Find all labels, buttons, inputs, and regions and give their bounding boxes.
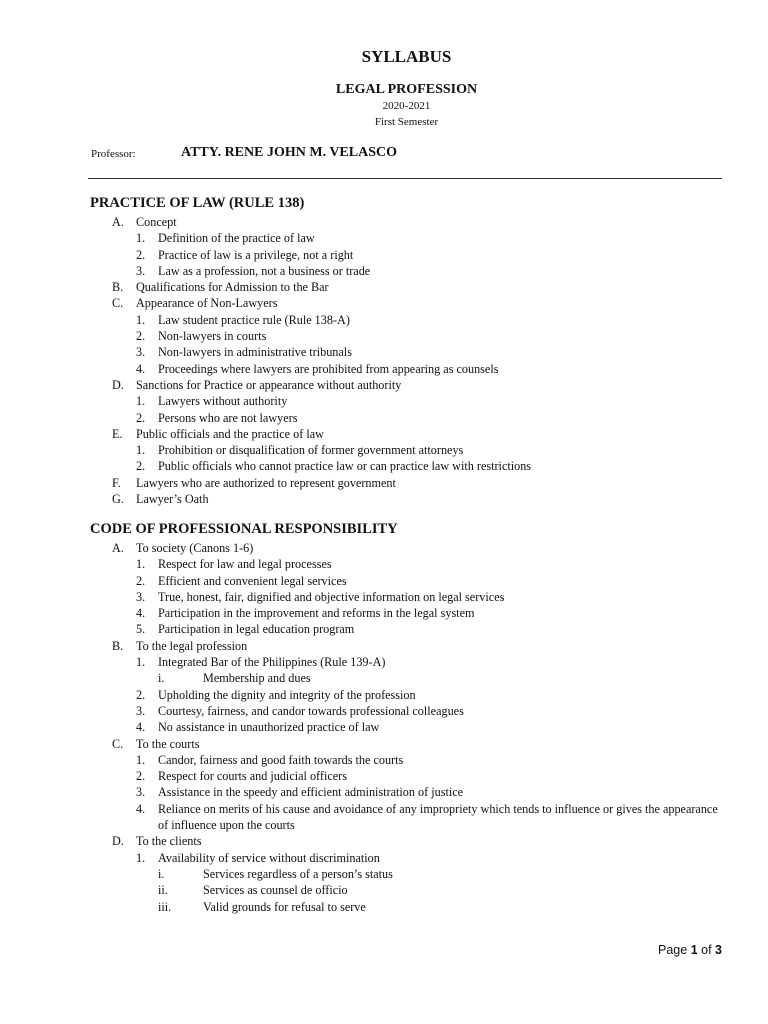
- outline-item-text: Proceedings where lawyers are prohibited from appearing as counsels: [158, 361, 499, 376]
- outline-item: [0, 491, 768, 507]
- outline-item: [0, 458, 768, 474]
- outline-item: [0, 736, 768, 752]
- academic-year: 2020-2021: [382, 100, 431, 112]
- outline-item-number: 2.: [136, 410, 146, 425]
- outline-item: [0, 214, 768, 230]
- outline-item: [0, 328, 768, 344]
- outline-item-text: Assistance in the speedy and efficient administration of justice: [158, 785, 464, 800]
- outline-item-number: C.: [112, 736, 124, 751]
- outline-item: [0, 703, 768, 719]
- outline-item-number: 2.: [136, 247, 146, 262]
- outline-item-text: Non-lawyers in courts: [158, 329, 267, 344]
- outline-item-text: Valid grounds for refusal to serve: [203, 899, 366, 914]
- outline-item: [0, 279, 768, 295]
- outline-item-text: Lawyer’s Oath: [136, 492, 209, 507]
- outline-item-number: G.: [112, 492, 124, 507]
- outline-item-text: Appearance of Non-Lawyers: [136, 296, 278, 311]
- outline-item-text: Participation in the improvement and reforms in the legal system: [158, 606, 475, 621]
- outline-item: [0, 312, 768, 328]
- outline-item-text: To society (Canons 1-6): [136, 541, 254, 555]
- outline-item-number: 3.: [136, 345, 146, 360]
- document-title: SYLLABUS: [361, 47, 452, 66]
- outline-item: [0, 540, 768, 556]
- outline-item: [0, 230, 768, 246]
- outline-item-number: D.: [112, 834, 124, 849]
- outline-item-number: 2.: [136, 329, 146, 344]
- outline-item: [0, 605, 768, 621]
- outline-item-number: 1.: [136, 312, 146, 327]
- outline-item-number: 4.: [136, 720, 146, 735]
- outline-item-text: Participation in legal education program: [158, 622, 355, 637]
- outline-item: [0, 621, 768, 637]
- outline-item: [0, 573, 768, 589]
- outline-item-number: 2.: [136, 573, 146, 588]
- section-practice-of-law: [0, 195, 768, 507]
- outline-item-text: Reliance on merits of his cause and avoidance of any impropriety which tends to influence or gives the appearance of influence upon the courts: [158, 801, 718, 833]
- outline-item-text: To the courts: [136, 736, 200, 751]
- outline-item: [0, 638, 768, 654]
- page-number: [658, 943, 722, 957]
- outline-item-text: To the legal profession: [136, 638, 248, 653]
- outline-item-number: E.: [112, 426, 123, 441]
- outline-item: [0, 556, 768, 572]
- page-current: 1: [690, 943, 698, 957]
- outline-item-text: Sanctions for Practice or appearance without authority: [136, 377, 402, 392]
- outline-item: [0, 784, 768, 800]
- outline-item: [0, 247, 768, 263]
- outline-item-number: 4.: [136, 801, 146, 816]
- outline-item-text: Respect for law and legal processes: [158, 557, 332, 572]
- outline-item: [0, 589, 768, 605]
- outline-item-text: Courtesy, fairness, and candor towards professional colleagues: [158, 703, 464, 718]
- outline-item: [0, 263, 768, 279]
- outline-item-text: Integrated Bar of the Philippines (Rule 139-A): [158, 655, 386, 670]
- outline-item-text: Persons who are not lawyers: [158, 410, 298, 425]
- outline-item-number: B.: [112, 280, 124, 295]
- outline-item-text: Public officials who cannot practice law or can practice law with restrictions: [158, 459, 532, 474]
- outline-item: [0, 654, 768, 670]
- outline-item-number: 2.: [136, 769, 146, 784]
- outline-item: [0, 410, 768, 426]
- outline-item-number: 3.: [136, 589, 146, 604]
- outline-item-text: Membership and dues: [203, 671, 311, 686]
- outline-item-text: Upholding the dignity and integrity of the profession: [158, 687, 416, 702]
- outline-item: [0, 361, 768, 377]
- outline-item-number: A.: [112, 541, 124, 555]
- outline-item-number: 4.: [136, 606, 146, 621]
- outline-item: [0, 801, 768, 834]
- outline-item-text: Efficient and convenient legal services: [158, 573, 347, 588]
- outline-item-text: Public officials and the practice of law: [136, 426, 324, 441]
- outline-item-text: Lawyers who are authorized to represent government: [136, 475, 396, 490]
- section-heading: CODE OF PROFESSIONAL RESPONSIBILITY: [90, 521, 398, 537]
- outline-item: [0, 866, 768, 882]
- outline-item-text: To the clients: [136, 834, 202, 849]
- professor-label: Professor:: [91, 148, 136, 160]
- outline-item-number: 1.: [136, 850, 146, 865]
- outline-item-text: Qualifications for Admission to the Bar: [136, 280, 329, 295]
- outline-item: [0, 670, 768, 686]
- outline-item: [0, 768, 768, 784]
- outline-item: [0, 442, 768, 458]
- outline-item-text: No assistance in unauthorized practice of law: [158, 720, 380, 735]
- outline-item-number: 1.: [136, 557, 146, 572]
- outline-item: [0, 850, 768, 866]
- outline-item-text: Candor, fairness and good faith towards the courts: [158, 752, 404, 767]
- outline-item-number: A.: [112, 215, 124, 229]
- outline-item: [0, 719, 768, 735]
- outline-item-number: 2.: [136, 459, 146, 474]
- outline-item-number: 5.: [136, 622, 146, 637]
- outline-item: [0, 475, 768, 491]
- outline-item-number: 1.: [136, 231, 146, 246]
- outline-list: [0, 214, 768, 507]
- outline-list: [0, 540, 768, 915]
- outline-item: [0, 426, 768, 442]
- outline-item-text: Services as counsel de officio: [203, 883, 348, 898]
- outline-item-text: Law as a profession, not a business or trade: [158, 263, 371, 278]
- outline-item-text: Practice of law is a privilege, not a right: [158, 247, 354, 262]
- outline-item-text: Respect for courts and judicial officers: [158, 769, 347, 784]
- outline-item: [0, 752, 768, 768]
- outline-item: [0, 344, 768, 360]
- professor-name: ATTY. RENE JOHN M. VELASCO: [181, 145, 398, 160]
- outline-item: [0, 393, 768, 409]
- outline-item-number: i.: [158, 866, 165, 881]
- outline-item-text: Definition of the practice of law: [158, 231, 315, 246]
- semester: First Semester: [374, 116, 439, 128]
- outline-item-number: B.: [112, 638, 124, 653]
- outline-item-number: 2.: [136, 687, 146, 702]
- outline-item: [0, 377, 768, 393]
- page-word: Page: [658, 943, 688, 957]
- outline-item-number: 3.: [136, 703, 146, 718]
- page-total: 3: [715, 943, 722, 957]
- outline-item-number: F.: [112, 475, 121, 490]
- outline-item-text: Services regardless of a person’s status: [203, 866, 393, 881]
- outline-item-number: 3.: [136, 263, 146, 278]
- outline-item-number: 3.: [136, 785, 146, 800]
- outline-item-text: Non-lawyers in administrative tribunals: [158, 345, 352, 360]
- outline-item-number: 1.: [136, 655, 146, 670]
- outline-item-number: D.: [112, 377, 124, 392]
- section-heading: PRACTICE OF LAW (RULE 138): [90, 195, 305, 211]
- header-divider: [88, 178, 722, 179]
- outline-item-text: Law student practice rule (Rule 138-A): [158, 312, 350, 327]
- outline-item: [0, 295, 768, 311]
- outline-item-number: ii.: [158, 883, 168, 898]
- outline-item: [0, 899, 768, 915]
- outline-item-number: 1.: [136, 394, 146, 409]
- page-of: of: [701, 943, 712, 957]
- outline-item: [0, 687, 768, 703]
- outline-item: [0, 882, 768, 898]
- course-title: LEGAL PROFESSION: [335, 82, 478, 97]
- outline-item: [0, 833, 768, 849]
- outline-item-number: 4.: [136, 361, 146, 376]
- outline-item-number: 1.: [136, 752, 146, 767]
- outline-item-text: Lawyers without authority: [158, 394, 288, 409]
- outline-item-number: i.: [158, 671, 165, 686]
- outline-item-text: Prohibition or disqualification of former government attorneys: [158, 443, 464, 458]
- outline-item-text: Concept: [136, 215, 177, 229]
- outline-item-number: 1.: [136, 443, 146, 458]
- outline-item-number: iii.: [158, 899, 172, 914]
- section-code-of-professional-responsibility: [0, 521, 768, 915]
- outline-item-number: C.: [112, 296, 124, 311]
- outline-item-text: True, honest, fair, dignified and objective information on legal services: [158, 589, 505, 604]
- outline-item-text: Availability of service without discrimination: [158, 850, 380, 865]
